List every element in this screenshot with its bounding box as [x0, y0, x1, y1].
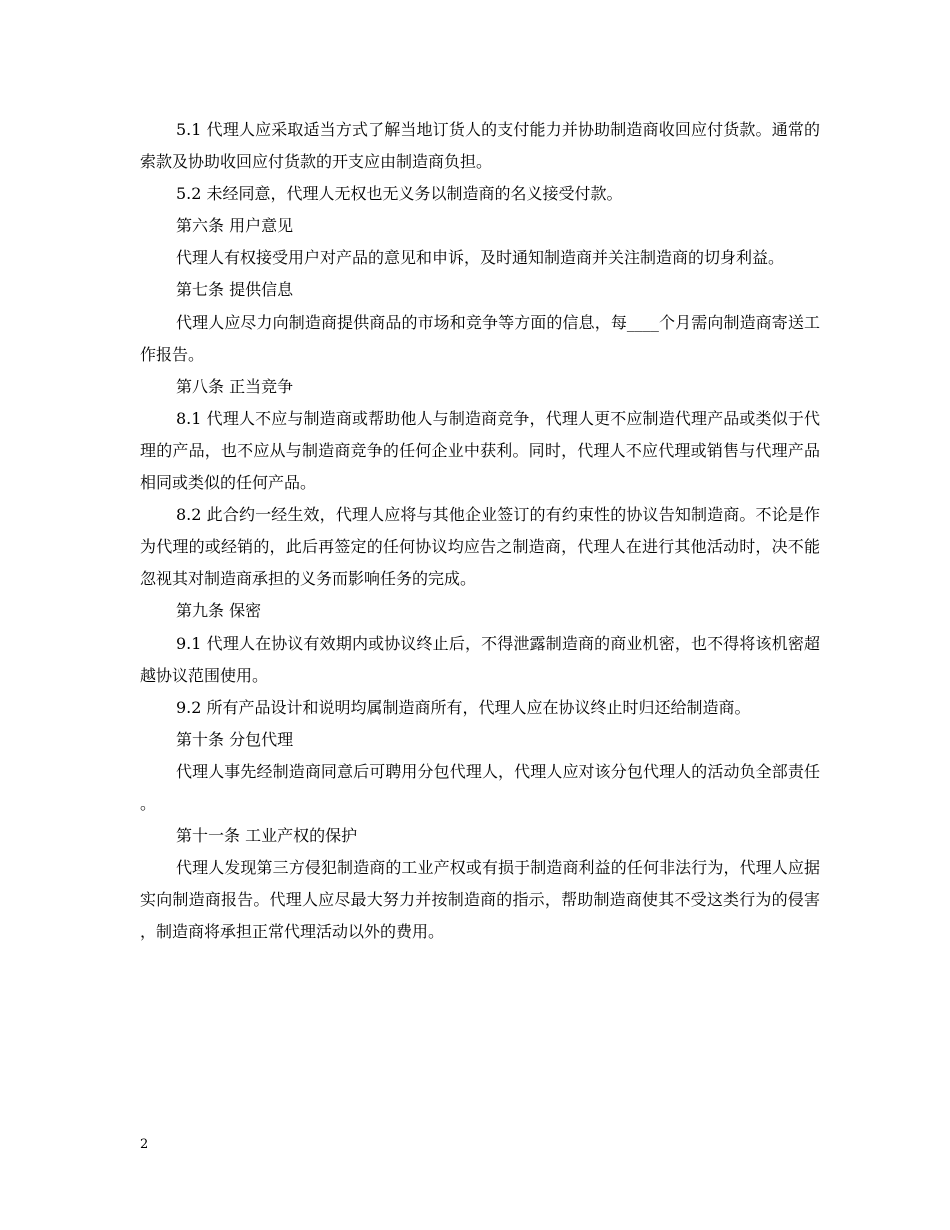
article-8-heading: 第八条 正当竞争 [176, 376, 294, 396]
document-body [140, 114, 820, 948]
article-9-heading: 第九条 保密 [176, 601, 262, 621]
clause-8-2: 8.2 此合约一经生效，代理人应将与其他企业签订的有约束性的协议告知制造商。不论是作为代理的或经销的，此后再签定的任何协议均应告之制造商，代理人在进行其他活动时，决不能忽视其对制造商承担的义务而影响任务的完成。 [140, 505, 820, 589]
article-11-body: 代理人发现第三方侵犯制造商的工业产权或有损于制造商利益的任何非法行为，代理人应据实向制造商报告。代理人应尽最大努力并按制造商的指示，帮助制造商使其不受这类行为的侵害，制造商将承担正常代理活动以外的费用。 [140, 858, 820, 942]
article-7-body: 代理人应尽力向制造商提供商品的市场和竞争等方面的信息，每____个月需向制造商寄送工作报告。 [140, 312, 820, 364]
article-6-body: 代理人有权接受用户对产品的意见和申诉，及时通知制造商并关注制造商的切身利益。 [176, 248, 785, 268]
page-number: 2 [140, 1137, 149, 1152]
clause-5-2: 5.2 未经同意，代理人无权也无义务以制造商的名义接受付款。 [176, 184, 623, 204]
article-7-heading: 第七条 提供信息 [176, 280, 294, 300]
article-10-body: 代理人事先经制造商同意后可聘用分包代理人，代理人应对该分包代理人的活动负全部责任。 [140, 761, 820, 813]
article-6-heading: 第六条 用户意见 [176, 216, 294, 236]
clause-5-1: 5.1 代理人应采取适当方式了解当地订货人的支付能力并协助制造商收回应付货款。通常的索款及协助收回应付货款的开支应由制造商负担。 [140, 120, 820, 172]
clause-9-1: 9.1 代理人在协议有效期内或协议终止后，不得泄露制造商的商业机密，也不得将该机密超越协议范围使用。 [140, 633, 820, 685]
clause-9-2: 9.2 所有产品设计和说明均属制造商所有，代理人应在协议终止时归还给制造商。 [176, 697, 751, 717]
article-10-heading: 第十条 分包代理 [176, 729, 294, 749]
article-11-heading: 第十一条 工业产权的保护 [176, 826, 358, 846]
clause-8-1: 8.1 代理人不应与制造商或帮助他人与制造商竞争，代理人更不应制造代理产品或类似于代理的产品，也不应从与制造商竞争的任何企业中获利。同时，代理人不应代理或销售与代理产品相同或类似的任何产品。 [140, 408, 820, 493]
